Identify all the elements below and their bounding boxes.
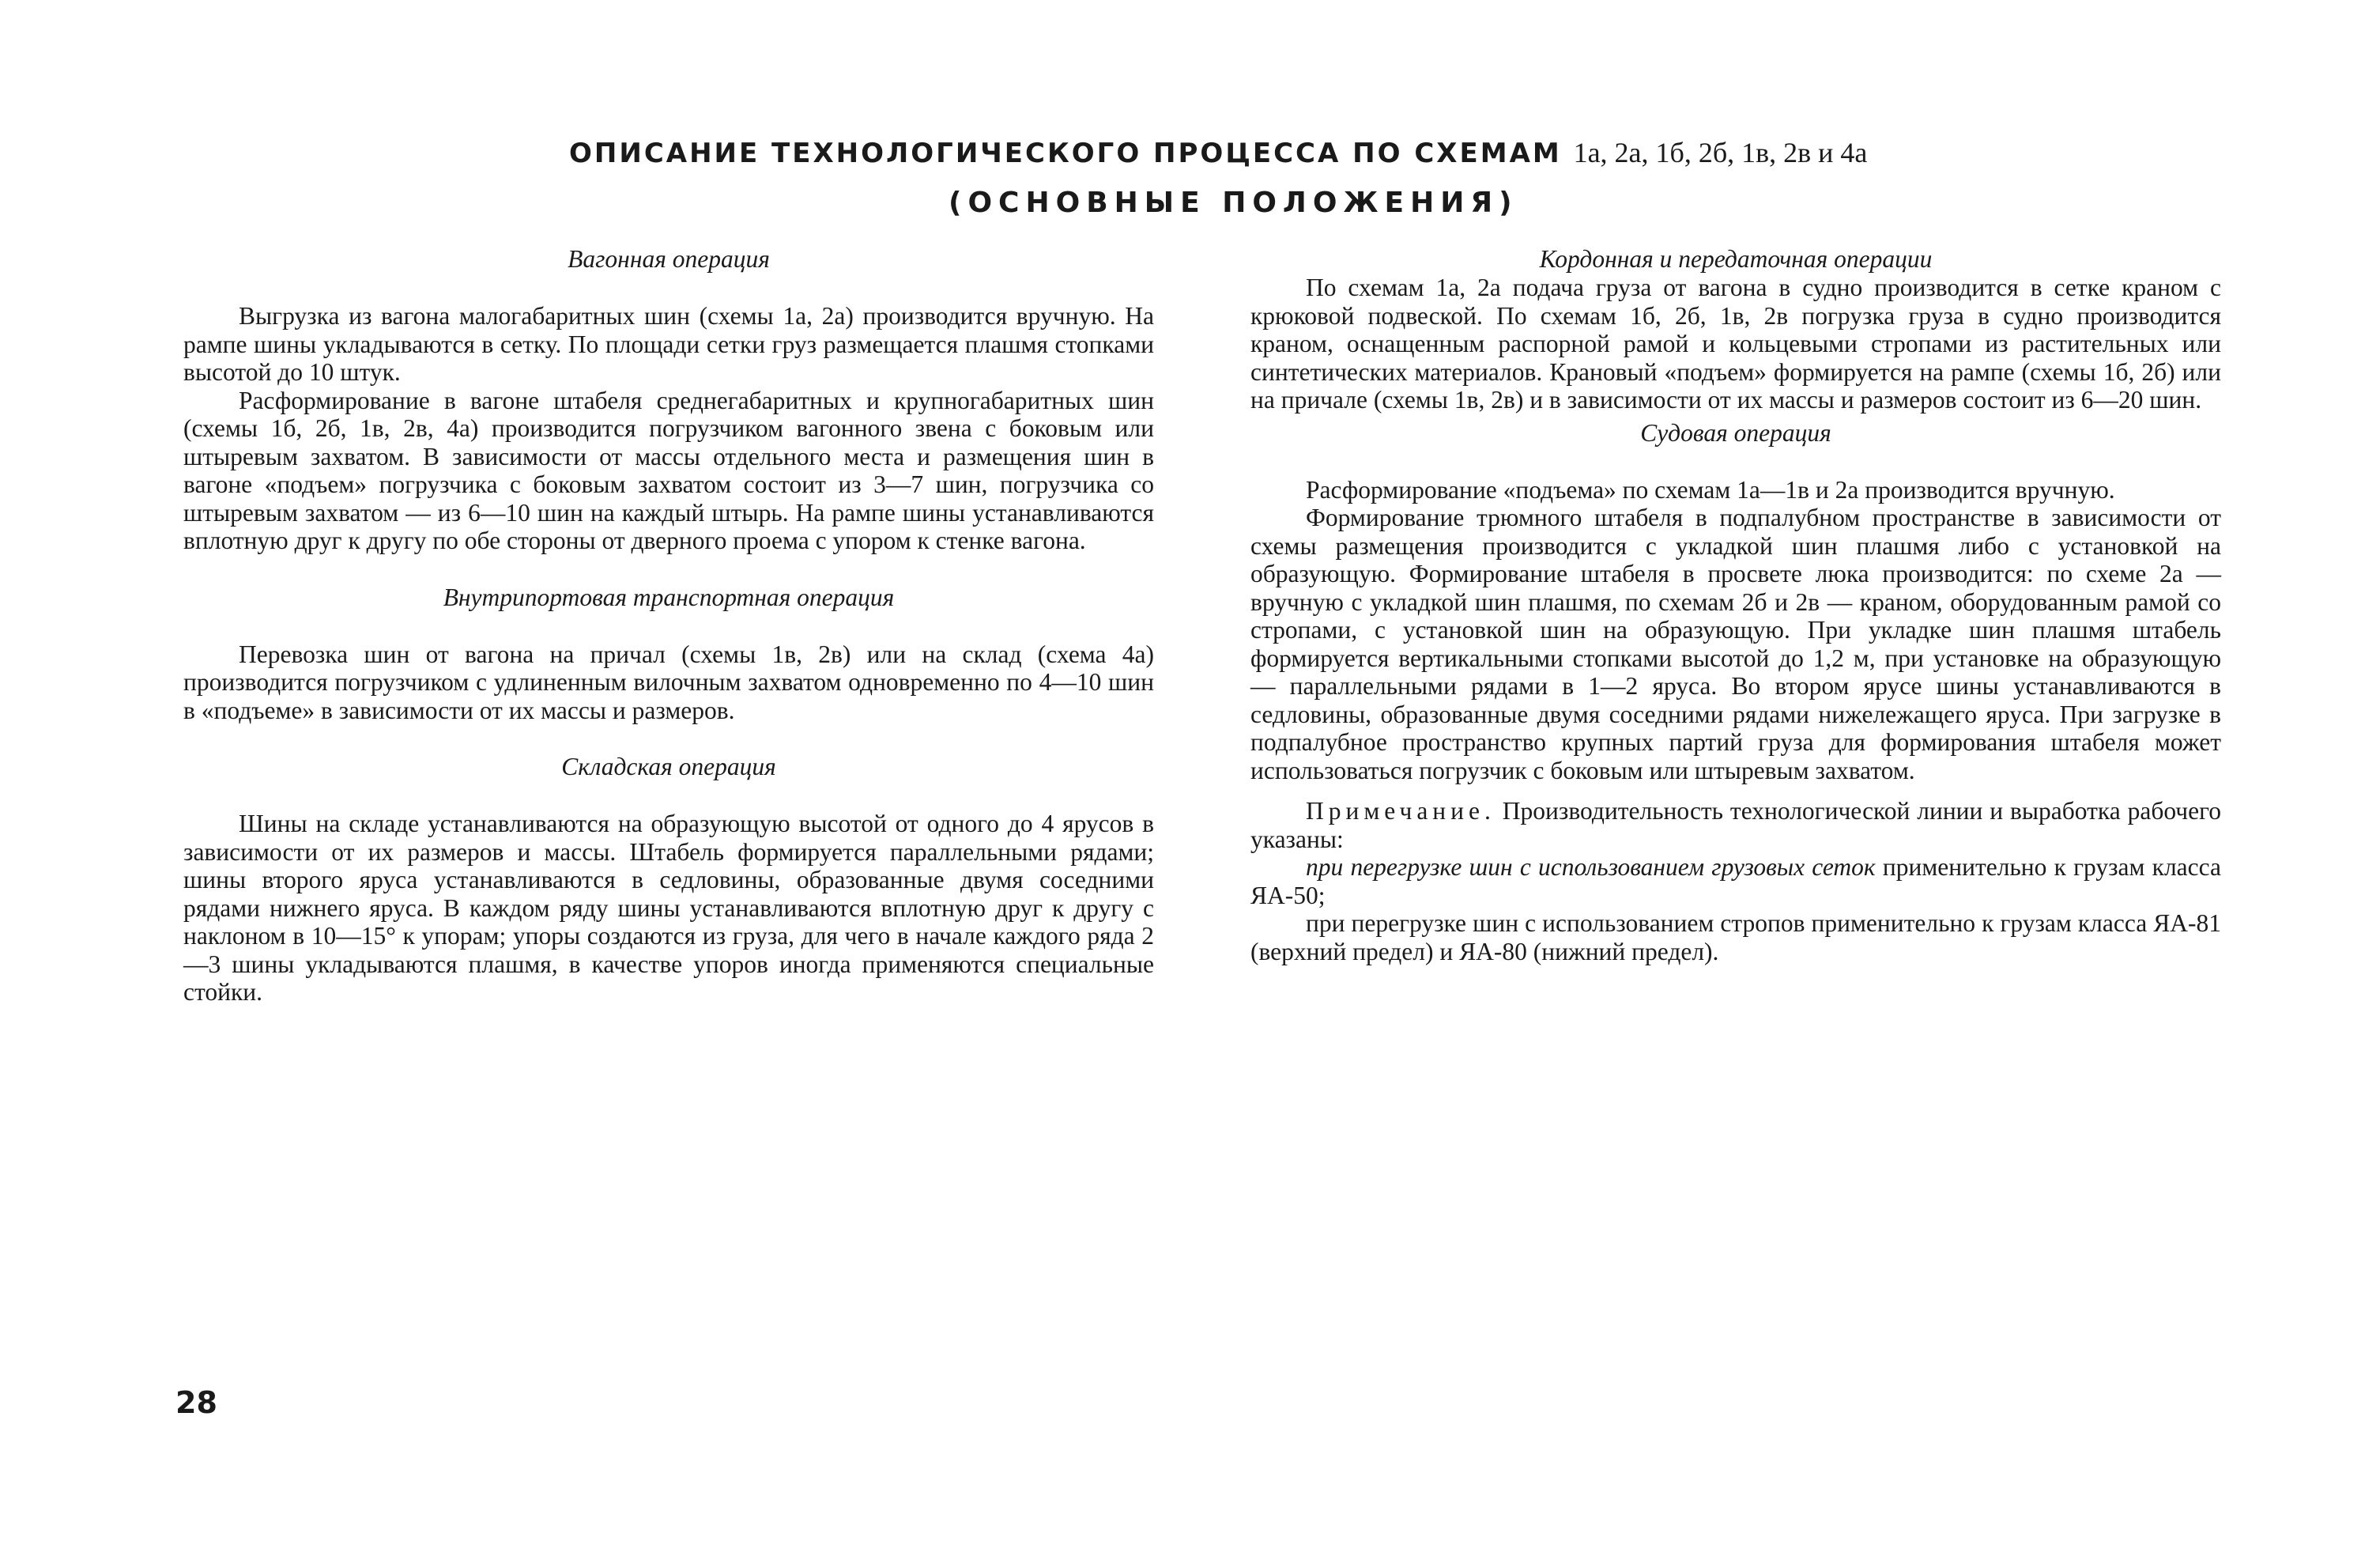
left-column <box>183 245 1154 1007</box>
note-intro: Производительность технологической линии и выработка рабочего указаны: <box>1250 797 2221 853</box>
section-heading-transport: Внутрипортовая транспортная операция <box>443 583 895 611</box>
paragraph: Расформирование в вагоне штабеля среднегабаритных и крупногабаритных шин (схемы 1б, 2б, 1в, 2в, 4а) производится погрузчиком вагонного звена с боковым или штыревым захватом. В зависимости от массы отдельного места и размещения шин в вагоне «подъем» погрузчика с боковым захватом состоит из 3—7 шин, погрузчика со штыревым захватом — из 6—10 шин на каждый штырь. На рампе шины устанавливаются вплотную друг к другу по обе стороны от дверного проема с упором к стенке вагона. <box>183 386 1154 554</box>
paragraph: Выгрузка из вагона малогабаритных шин (схемы 1а, 2а) производится вручную. На рампе шины укладываются в сетку. По площади сетки груз размещается плашмя стопками высотой до 10 штук. <box>183 302 1154 386</box>
paragraph: По схемам 1а, 2а подача груза от вагона в судно производится в сетке краном с крюковой подвеской. По схемам 1б, 2б, 1в, 2в погрузка груза в судно производится краном, оснащенным распорной рамой и кольцевыми стропами из растительных или синтетических материалов. Крановый «подъем» формируется на рампе (схемы 1б, 2б) или на причале (схемы 1в, 2в) и в зависимости от их массы и размеров состоит из 6—20 шин. <box>1250 274 2221 414</box>
page-number: 28 <box>175 1385 217 1420</box>
paragraph: Формирование трюмного штабеля в подпалубном пространстве в зависимости от схемы размещения производится с укладкой шин плашмя либо с установкой на образующую. Формирование штабеля в просвете люка производится: по схеме 2а — вручную с укладкой шин плашмя, по схемам 2б и 2в — краном, оборудованным рамой со стропами, с установкой шин на образующую. При укладке шин плашмя штабель формируется вертикальными стопками высотой до 1,2 м, при установке на образующую — параллельными рядами в 1—2 яруса. Во втором ярусе шины устанавливаются в седловины, образованные двумя соседними рядами нижележащего яруса. При загрузке в подпалубное пространство крупных партий груза для формирования штабеля может использоваться погрузчик с боковым или штыревым захватом. <box>1250 504 2221 784</box>
paragraph: Расформирование «подъема» по схемам 1а—1в и 2а производится вручную. <box>1306 475 2115 504</box>
section-heading-ship: Судовая операция <box>1640 418 1831 447</box>
note-item-italic: при перегрузке шин с использованием грузовых сеток <box>1306 853 1876 881</box>
title-schemes: 1а, 2а, 1б, 2б, 1в, 2в и 4а <box>1573 137 1868 168</box>
title-main-text: ОПИСАНИЕ ТЕХНОЛОГИЧЕСКОГО ПРОЦЕССА ПО СХЕМАМ <box>569 138 1562 169</box>
page-title <box>569 136 1913 169</box>
note-item-text: применительно к грузам класса ЯА-50; <box>1250 853 2221 909</box>
paragraph: Шины на складе устанавливаются на образующую высотой от одного до 4 ярусов в зависимости от их размеров и массы. Штабель формируется параллельными рядами; шины второго яруса устанавливаются в седловины, образованные двумя соседними рядами нижнего яруса. В каждом ряду шины устанавливаются вплотную друг к другу с наклоном в 10—15° к упорам; упоры создаются из груза, для чего в начале каждого ряда 2—3 шины укладываются плашмя, в качестве упоров иногда применяются специальные стойки. <box>183 810 1154 1006</box>
note-label: Примечание. <box>1306 797 1496 825</box>
section-heading-cordon: Кордонная и передаточная операции <box>1539 245 1933 273</box>
right-column <box>1250 245 2221 965</box>
note-item: при перегрузке шин с использованием стропов применительно к грузам класса ЯА-81 (верхний предел) и ЯА-80 (нижний предел). <box>1250 909 2221 965</box>
note-paragraph <box>1250 797 2221 853</box>
note-item <box>1250 853 2221 909</box>
page-subtitle: (ОСНОВНЫЕ ПОЛОЖЕНИЯ) <box>949 187 1518 219</box>
section-heading-wagon: Вагонная операция <box>568 245 770 273</box>
section-heading-warehouse: Складская операция <box>561 753 776 780</box>
paragraph: Перевозка шин от вагона на причал (схемы 1в, 2в) или на склад (схема 4а) производится погрузчиком с удлиненным вилочным захватом одновременно по 4—10 шин в «подъеме» в зависимости от их массы и размеров. <box>183 640 1154 724</box>
